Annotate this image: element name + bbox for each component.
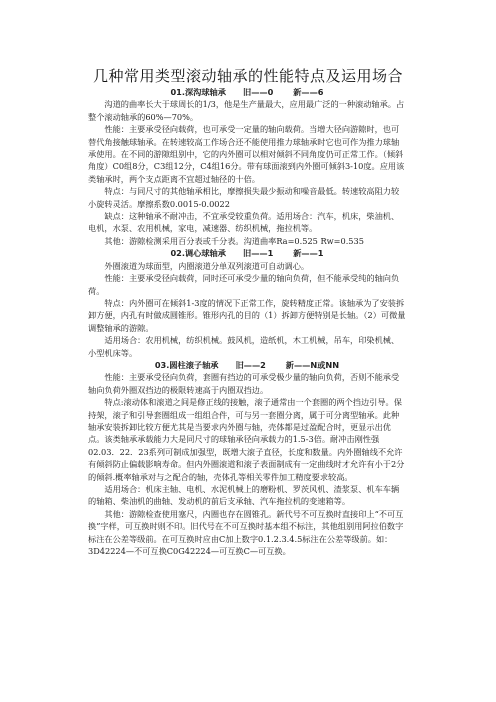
document-title: 几种常用类型滚动轴承的性能特点及运用场合 xyxy=(92,67,403,85)
paragraph: 特点：内外圈可在倾斜1-3度的情况下正常工作，旋转精度正常。该轴承为了安装拆卸方便，内孔有时做成圆锥形。锥形内孔的目的（1）拆卸方便特别是长轴。（2）可微量调整轴承的游隙。 xyxy=(88,297,406,333)
paragraph: 沟道的曲率长大于球周长的1/3，他是生产量最大，应用最广泛的一种滚动轴承。占整个滚动轴承的60%—70%。 xyxy=(88,99,405,122)
paragraph: 性能：主要承受径向载荷，也可承受一定量的轴向载荷。当增大径向游隙时，也可替代角接触球轴承。在转速较高工作场合还不能使用推力球轴承时它也可作为推力球轴承使用。在不同的游隙组别中，它的内外圈可以相对倾斜不同角度仍可正常工作。（倾斜角度）C0组8分，C3组12分，C4组16分。带有球面滚到内外圈可倾斜3-10度。应用该类轴承时，两个支点距离不宜超过轴径的十倍。 xyxy=(88,124,405,184)
paragraph: 适用场合：农用机械，纺织机械。鼓风机，造纸机，木工机械，吊车，印染机械、小型机床等。 xyxy=(88,335,400,358)
paragraph: 性能：主要承受径向载荷，同时还可承受少量的轴向负荷，但不能承受纯的轴向负荷。 xyxy=(88,273,400,296)
paragraph: 性能：主要承受径向负荷，套圈有挡边的可承受极少量的轴向负荷，否则不能承受轴向负荷外圈双挡边的极限转速高于内圈双挡边。 xyxy=(88,372,400,395)
paragraph: 缺点：这种轴承不耐冲击，不宜承受较重负荷。适用场合：汽车，机床，柴油机、电机，水泵、农用机械，家电，减速器、纺织机械，拖拉机等。 xyxy=(88,211,400,234)
section-heading-cylindrical-roller: 03.圆柱滚子轴承 旧——2 新——N或NN xyxy=(154,359,340,370)
paragraph: 其他：游隙检查使用塞尺，内圈也存在圆锥孔。新代号不可互换时直接印上“不可互换”字样，可互换时则不印。旧代号在不可互换时基本组不标注，其他组别用阿拉伯数字标注在公差等级前。在可互换时应由C加上数字0.1.2.3.4.5标注在公差等级前。如：3D42224—不可互换C0G42224—可互换C—可互换。 xyxy=(88,508,404,557)
paragraph: 外圈滚道为球面型，内圈滚道分单双列滚道可自动调心。 xyxy=(104,260,310,271)
paragraph: 其他：游隙检测采用百分表或千分表。沟道曲率Ra=0.525 Rw=0.535 xyxy=(104,235,364,246)
paragraph: 特点：与同尺寸的其他轴承相比，摩擦损失最少振动和噪音最低。转速较高阻力较小旋转灵活。摩擦系数0.0015-0.0022 xyxy=(88,186,400,209)
paragraph: 适用场合：机床主轴、电机、水泥机械上的磨粉机、罗茨风机、渣浆泵、机车车辆的轴箱、柴油机的曲轴、发动机的前后支承轴、汽车拖拉机的变速箱等。 xyxy=(88,484,400,507)
section-heading-self-aligning: 02.调心球轴承 旧——1 新——1 xyxy=(170,248,324,259)
paragraph: 特点:滚动体和滚道之间是修正线的接触，滚子通常由一个套圈的两个挡边引导。保持架，滚子和引导套圈组成一组组合件，可与另一套圈分离，属于可分离型轴承。此种轴承安装拆卸比较方便尤其是当要求内外圈与轴，壳体都是过盈配合时，更显示出优点。该类轴承承载能力大是同尺寸的球轴承径向承载力的1.5-3倍。耐冲击刚性强02.03．22．23系列可制成加强型，既增大滚子直径，长度和数量。内外圈轴线不允许有倾斜防止偏载影响寿命。但内外圈滚道和滚子表面制成有一定曲线时才允许有小于2分的倾斜.概率轴承对与之配合的轴，壳体孔等相关零件加工精度要求较高。 xyxy=(88,397,405,482)
section-heading-deep-groove: 01.深沟球轴承 旧——0 新——6 xyxy=(170,87,324,97)
document-body xyxy=(88,86,406,557)
